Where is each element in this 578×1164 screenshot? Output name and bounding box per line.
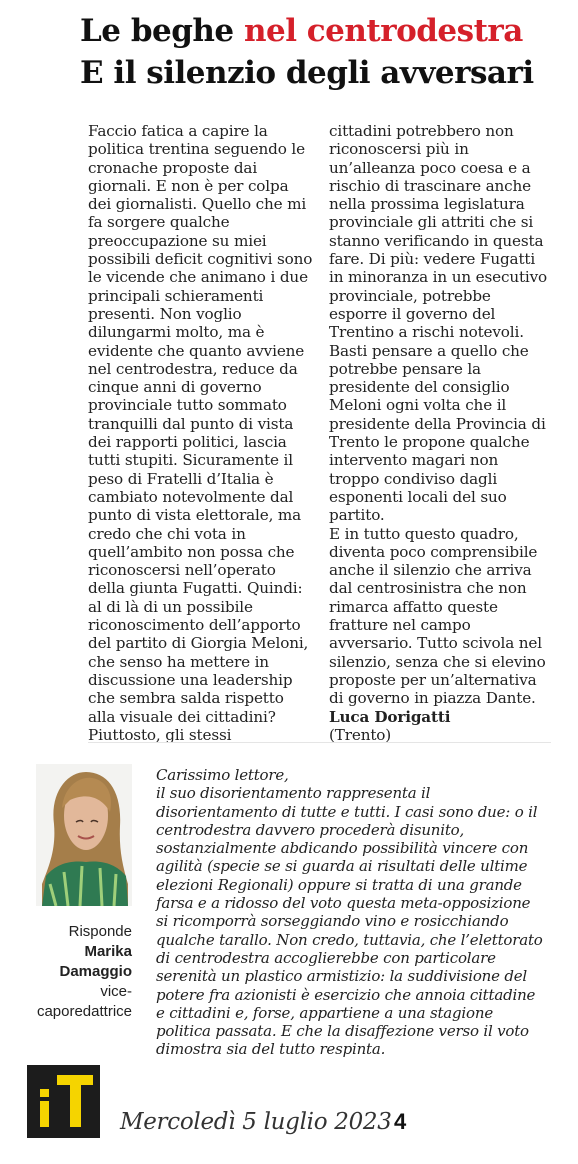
page-number: 4 [394, 1109, 407, 1134]
letter-signature-place: (Trento) [329, 725, 392, 744]
headline [80, 10, 560, 94]
responder-intro: Risponde [68, 923, 132, 940]
reply-body: il suo disorientamento rappresenta il disorientamento di tutte e tutti. I casi sono due: o il centrodestra davvero procederà disunito, sostanzialmente abdicando possibilità vincere con agilità (specie se si guarda ai risultati delle ultime elezioni Regionali) oppure si tratta di una grande farsa e a ridosso del voto questa meta-opposizione si ricomporrà sorseggiando vino e rosicchiando qualche tarallo. Non credo, tuttavia, che l’elettorato di centrodestra accoglierebbe con particolare serenità un plastico armistizio: la suddivisione del potere fra azionisti è esercizio che annoia cittadine e cittadini e, forse, appartiene a una stagione politica passata. E che la disaffezione verso il voto dimostra sia del tutto respinta. [156, 784, 543, 1059]
headline-line-1 [80, 10, 560, 52]
reply-salutation: Carissimo lettore, [156, 766, 289, 784]
responder-role-1: vice- [100, 983, 132, 1000]
responder-name-first: Marika [84, 943, 132, 960]
logo-mark [27, 1065, 100, 1138]
letter-paragraph-1: Faccio fatica a capire la politica trentina seguendo le cronache proposte dai giornali. E non è per colpa dei giornalisti. Quello che mi fa sorgere qualche preoccupazione su miei possibili deficit cognitivi sono le vicende che animano i due principali schieramenti presenti. Non voglio dilungarmi molto, ma è evidente che quanto avviene nel centrodestra, reduce da cinque anni di governo provinciale tutto sommato tranquilli dal punto di vista dei rapporti politici, lascia tutti stupiti. Sicuramente il peso di Fratelli d’Italia è cambiato notevolmente dal punto di vista elettorale, ma credo che chi vota in quell’ambito non possa che riconoscersi nell’operato della giunta Fugatti. Quindi: al di là di un possibile riconoscimento dell’apporto del partito di Giorgia Meloni, che senso ha mettere in discussione una leadership che sembra salda rispetto alla visuale dei cittadini? Piuttosto, gli stessi [88, 122, 313, 744]
newspaper-logo [27, 1065, 100, 1138]
responder-role-2: caporedattrice [36, 1003, 132, 1020]
letter-paragraph-2: cittadini potrebbero non riconoscersi più in un’alleanza poco coesa e a rischio di trascinare anche nella prossima legislatura provinciale gli attriti che si stanno verificando in questa fare. Di più: vedere Fugatti in minoranza in un esecutivo provinciale, potrebbe esporre il governo del Trentino a rischi notevoli. Basti pensare a quello che potrebbe pensare la presidente del consiglio Meloni ogni volta che il presidente della Provincia di Trento le propone qualche intervento magari non troppo condiviso dagli esponenti locali del suo partito. [329, 122, 548, 525]
letter-signature-name: Luca Dorigatti [329, 707, 451, 726]
reply-text [156, 766, 546, 1059]
headline-highlight: nel centrodestra [243, 13, 523, 49]
issue-date: Mercoledì 5 luglio 2023 [120, 1109, 392, 1135]
letter-left-column [88, 122, 314, 744]
headline-start: Le beghe [80, 13, 244, 49]
responder-photo [36, 764, 132, 906]
responder-name-last: Damaggio [59, 963, 132, 980]
responder-portrait-image [36, 764, 132, 906]
responder-credit [20, 922, 132, 1022]
letter-right-column [329, 122, 551, 744]
section-divider [88, 742, 551, 743]
headline-line-2: E il silenzio degli avversari [80, 55, 534, 91]
letter-paragraph-3: E in tutto questo quadro, diventa poco comprensibile anche il silenzio che arriva dal centrosinistra che non rimarca affatto queste fratture nel campo avversario. Tutto scivola nel silenzio, senza che si elevino proposte per un’alternativa di governo in piazza Dante. [329, 524, 546, 708]
